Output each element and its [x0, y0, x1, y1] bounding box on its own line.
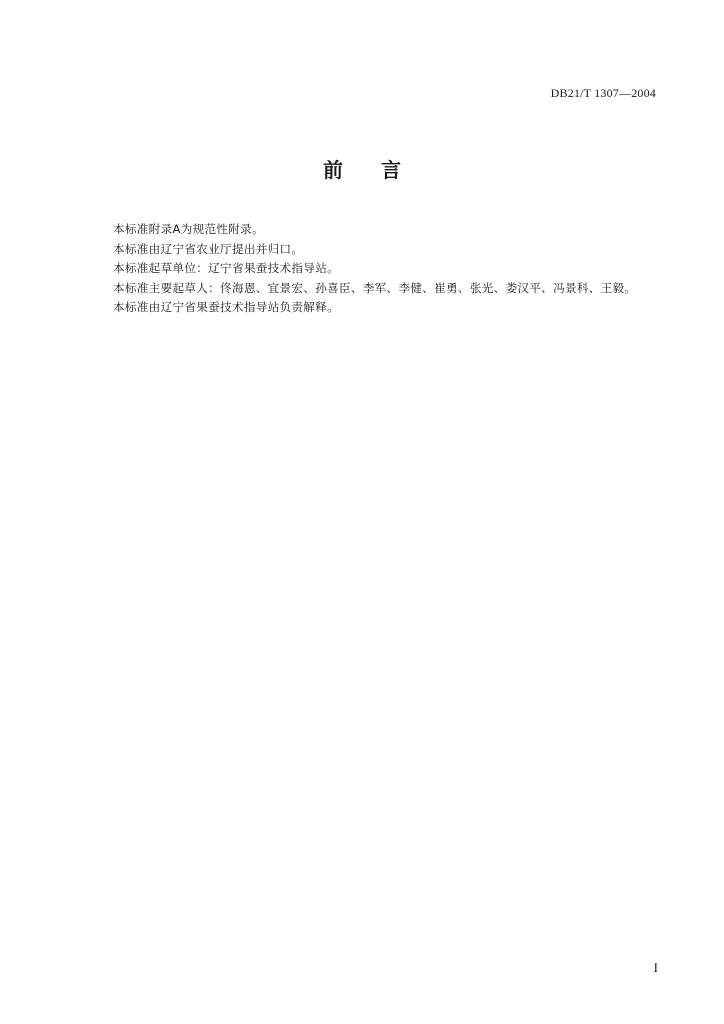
- paragraph-drafters: 本标准主要起草人：佟海恩、宜景宏、孙喜臣、李军、李健、崔勇、张光、娄汉平、冯景科、王毅。: [113, 280, 637, 295]
- paragraph-interpretation: 本标准由辽宁省果蚕技术指导站负责解释。: [113, 300, 339, 314]
- paragraph-drafting-unit: 本标准起草单位：辽宁省果蚕技术指导站。: [113, 261, 339, 275]
- title-char-1: 前: [323, 158, 343, 182]
- page-title: [0, 154, 724, 183]
- paragraph-appendix: 本标准附录A为规范性附录。: [113, 222, 264, 236]
- title-char-2: 言: [381, 158, 401, 182]
- foreword-body: [113, 220, 673, 318]
- standard-number: DB21/T 1307—2004: [550, 86, 656, 100]
- paragraph-proposer: 本标准由辽宁省农业厅提出并归口。: [113, 241, 304, 256]
- page-number: I: [653, 960, 658, 975]
